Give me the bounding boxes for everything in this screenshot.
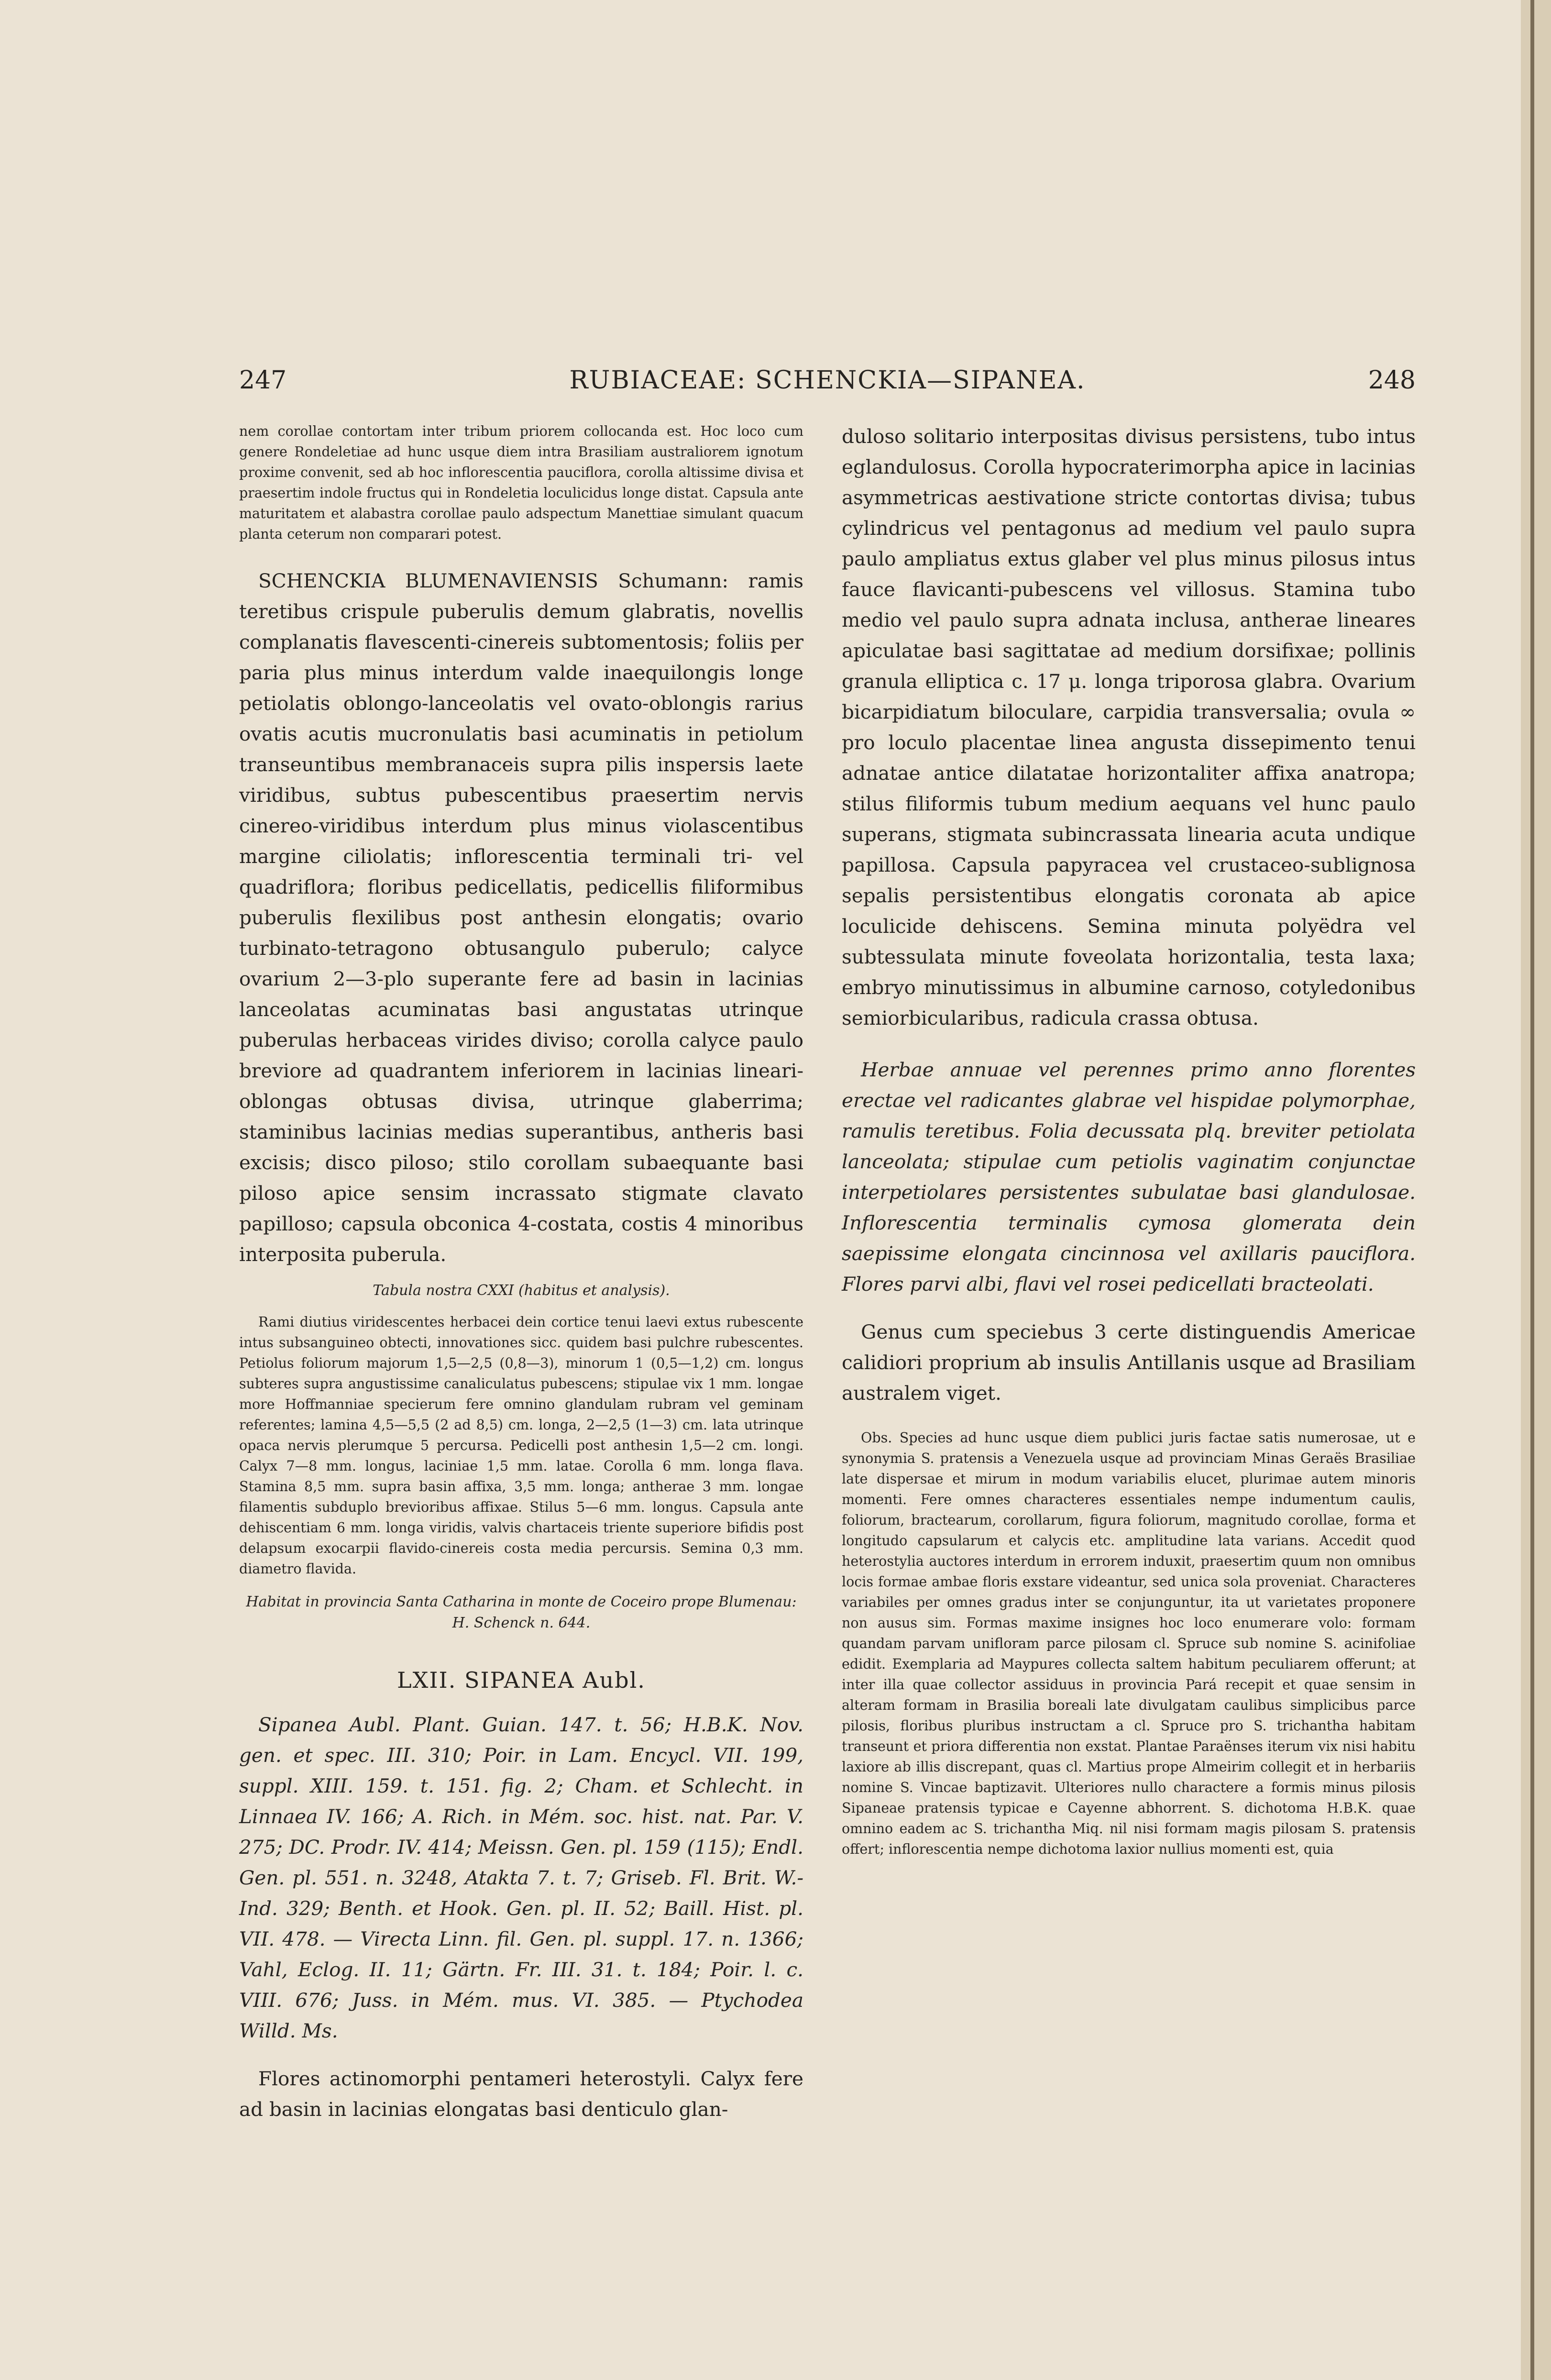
plate-caption: Tabula nostra CXXI (habitus et analysis). [373,1282,670,1299]
genus-synonymy: Sipanea Aubl. Plant. Guian. 147. t. 56; H.B.K. Nov. gen. et spec. III. 310; Poir. in Lam. Encycl. VII. 199, suppl. XIII. 159. t. 151. fig. 2; Cham. et Schlecht. in Linnaea IV. 166; A. Rich. in Mém. soc. hist. nat. Par. V. 275; DC. Prodr. IV. 414; Meissn. Gen. pl. 159 (115); Endl. Gen. pl. 551. n. 3248, Atakta 7. t. 7; Griseb. Fl. Brit. W.-Ind. 329; Benth. et Hook. Gen. pl. II. 52; Baill. Hist. pl. VII. 478. — Virecta Linn. fil. Gen. pl. suppl. 17. n. 1366; Vahl, Eclog. II. 11; Gärtn. Fr. III. 31. t. 184; Poir. l. c. VIII. 676; Juss. in Mém. mus. VI. 385. — Ptychodea Willd. Ms. [239,1713,803,2042]
page-number-left: 247 [239,366,287,395]
genus-heading: LXII. SIPANEA Aubl. [397,1667,646,1693]
genus-distribution: Genus cum speciebus 3 certe distinguendis Americae calidiori proprium ab insulis Antillanis usque ad Brasiliam australem viget. [842,1320,1416,1405]
running-title: RUBIACEAE: SCHENCKIA—SIPANEA. [569,366,1086,395]
running-header [239,366,1416,404]
page-edge [1521,0,1551,2380]
left-column [239,421,803,2125]
habitat-note: Habitat in provincia Santa Catharina in monte de Coceiro prope Blumenau: H. Schenck n. 644. [246,1594,797,1631]
intro-paragraph: nem corollae contortam inter tribum priorem collocanda est. Hoc loco cum genere Rondeletiae ad hunc usque diem intra Brasiliam australiorem ignotum proxime convenit, sed ab hoc inflorescentia pauciflora, corolla altissime divisa et praesertim indole fructus qui in Rondeletia loculicidus longe distat. Capsula ante maturitatem et alabastra corollae paulo adspectum Manettiae simulant quacum planta ceterum non comparari potest. [239,423,803,542]
species-details: Rami diutius viridescentes herbacei dein cortice tenui laevi extus rubescente intus subsanguineo obtecti, innovationes sicc. quidem basi pulchre rubescentes. Petiolus foliorum majorum 1,5—2,5 (0,8—3), minorum 1 (0,5—1,2) cm. longus subteres supra angustissime canaliculatus pubescens; stipulae vix 1 mm. longae more Hoffmanniae specierum fere omnino glandulam rubram vel geminam referentes; lamina 4,5—5,5 (2 ad 8,5) cm. longa, 2—2,5 (1—3) cm. lata utrinque opaca nervis plerumque 5 percursa. Pedicelli post anthesin 1,5—2 cm. longi. Calyx 7—8 mm. longus, laciniae 1,5 mm. latae. Corolla 6 mm. longa flava. Stamina 8,5 mm. supra basin affixa, 3,5 mm. longa; antherae 3 mm. longae filamentis subduplo brevioribus affixae. Stilus 5—6 mm. longus. Capsula ante dehiscentiam 6 mm. longa viridis, valvis chartaceis triente superiore bifidis post delapsum exocarpii flavido-cinereis costa media percursis. Semina 0,3 mm. diametro flavida. [239,1314,803,1577]
flores-paragraph: Flores actinomorphi pentameri heterostyli. Calyx fere ad basin in lacinias elongatas basi denticulo glan- [239,2067,803,2121]
genus-description: duloso solitario interpositas divisus persistens, tubo intus eglandulosus. Corolla hypocraterimorpha apice in lacinias asymmetricas aestivatione stricte contortas divisa; tubus cylindricus vel pentagonus ad medium vel paulo supra paulo ampliatus extus glaber vel plus minus pilosus intus fauce flavicanti-pubescens vel villosus. Stamina tubo medio vel paulo supra adnata inclusa, antherae lineares apiculatae basi sagittatae ad medium dorsifixae; pollinis granula elliptica c. 17 μ. longa triporosa glabra. Ovarium bicarpidiatum biloculare, carpidia transversalia; ovula ∞ pro loculo placentae linea angusta dissepimento tenui adnatae antice dilatatae horizontaliter affixa anatropa; stilus filiformis tubum medium aequans vel hunc paulo superans, stigmata subincrassata linearia acuta undique papillosa. Capsula papyracea vel crustaceo-sublignosa sepalis persistentibus elongatis coronata ab apice loculicide dehiscens. Semina minuta polyëdra vel subtessulata minute foveolata horizontalia, testa laxa; embryo minutissimus in albumine carnoso, cotyledonibus semiorbicularibus, radicula crassa obtusa. [842,425,1416,1029]
page-number-right: 248 [1368,366,1416,395]
species-description: SCHENCKIA BLUMENAVIENSIS Schumann: ramis teretibus crispule puberulis demum glabratis, novellis complanatis flavescenti-cinereis subtomentosis; foliis per paria plus minus interdum valde inaequilongis longe petiolatis oblongo-lanceolatis vel ovato-oblongis rarius ovatis acutis mucronulatis basi acuminatis in petiolum transeuntibus membranaceis supra pilis inspersis laete viridibus, subtus pubescentibus praesertim nervis cinereo-viridibus interdum plus minus violascentibus margine ciliolatis; inflorescentia terminali tri- vel quadriflora; floribus pedicellatis, pedicellis filiformibus puberulis flexilibus post anthesin elongatis; ovario turbinato-tetragono obtusangulo puberulo; calyce ovarium 2—3-plo superante fere ad basin in lacinias lanceolatas acuminatas basi angustatas utrinque puberulas herbaceas virides diviso; corolla calyce paulo breviore ad quadrantem inferiorem in lacinias lineari-oblongas obtusas divisa, utrinque glaberrima; staminibus lacinias medias superantibus, antheris basi excisis; disco piloso; stilo corollam subaequante basi piloso apice sensim incrassato stigmate clavato papilloso; capsula obconica 4-costata, costis 4 minoribus interposita puberula. [239,569,803,1266]
right-column [842,421,1416,1860]
binding-shadow [1530,0,1534,2380]
herbae-paragraph: Herbae annuae vel perennes primo anno florentes erectae vel radicantes glabrae vel hispidae polymorphae, ramulis teretibus. Folia decussata plq. breviter petiolata lanceolata; stipulae cum petiolis vaginatim conjunctae interpetiolares persistentes subulatae basi glandulosae. Inflorescentia terminalis cymosa glomerata dein saepissime elongata cincinnosa vel axillaris pauciflora. Flores parvi albi, flavi vel rosei pedicellati bracteolati. [842,1058,1416,1295]
observation-note: Obs. Species ad hunc usque diem publici juris factae satis numerosae, ut e synonymia S. pratensis a Venezuela usque ad provinciam Minas Geraës Brasiliae late dispersae et mirum in modum variabilis elucet, plurimae autem minoris momenti. Fere omnes characteres essentiales nempe indumentum caulis, foliorum, bractearum, corollarum, figura foliorum, magnitudo corollae, forma et longitudo capsularum et calycis etc. amplitudine lata varians. Accedit quod heterostylia auctores interdum in errorem induxit, praesertim quum non omnibus locis formae ambae floris exstare videantur, sed unica sola proveniat. Characteres variabiles per omnes gradus inter se conjunguntur, ita ut varietates proponere non ausus sim. Formas maxime insignes hoc loco enumerare volo: formam quandam parvam unifloram parce pilosam cl. Spruce sub nomine S. acinifoliae edidit. Exemplaria ad Maypures collecta saltem habitum peculiarem offerunt; at inter illa quae collector assiduus in provincia Pará recepit et quae sensim in alteram formam in Brasilia boreali late divulgatam caulibus simplicibus parce pilosis, floribus pluribus instructam a cl. Spruce pro S. trichantha habitam transeunt et priora differentia non exstat. Plantae Paraënses iterum vix nisi habitu laxiore ab illis discrepant, quas cl. Martius prope Almeirim collegit et in herbariis nomine S. Vincae baptizavit. Ulteriores nullo charactere a formis minus pilosis Sipaneae pratensis typicae e Cayenne abhorrent. S. dichotoma H.B.K. quae omnino eadem ac S. trichantha Miq. nil nisi formam magis pilosam S. pratensis offert; inflorescentia nempe dichotoma laxior nullius momenti est, quia [842,1430,1416,1857]
